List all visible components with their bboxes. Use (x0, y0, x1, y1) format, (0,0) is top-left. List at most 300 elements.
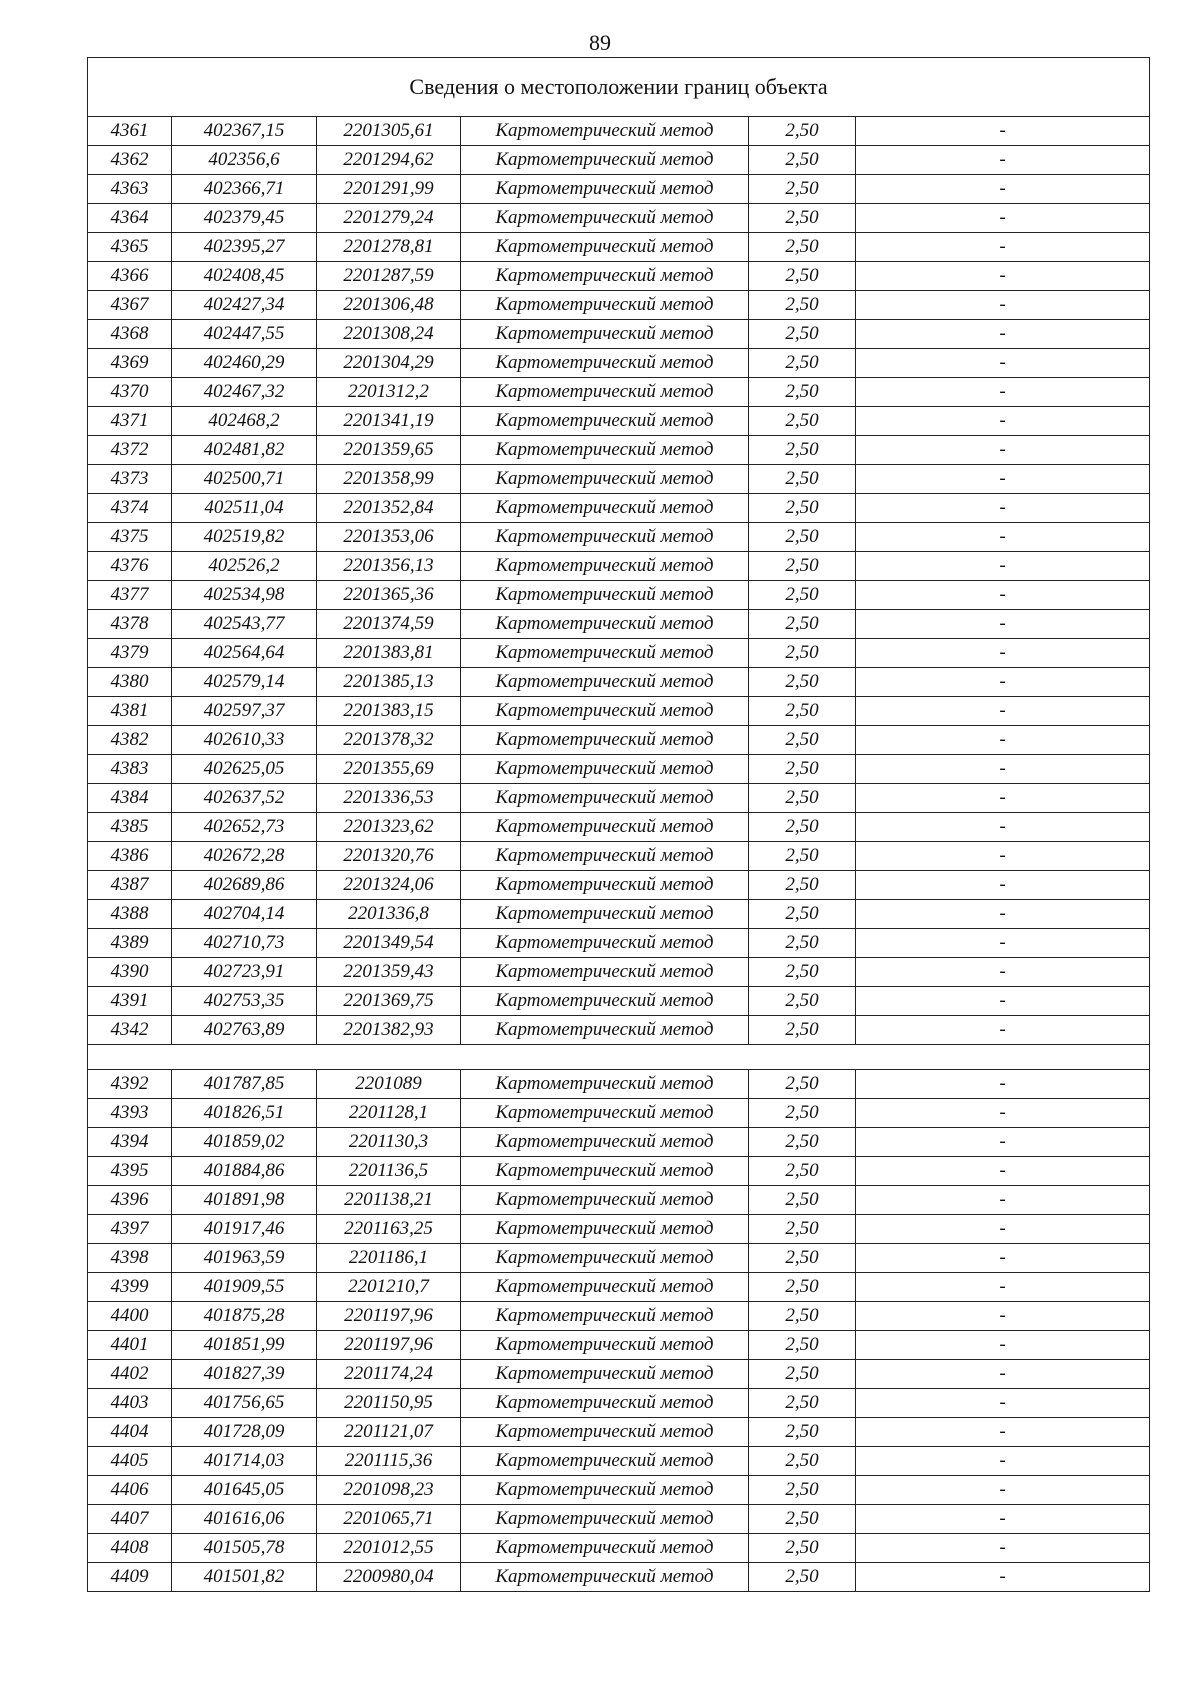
point-number-cell: 4406 (88, 1476, 172, 1505)
point-number-cell: 4377 (88, 581, 172, 610)
method-cell: Картометрический метод (461, 929, 749, 958)
table-row (88, 1360, 1150, 1389)
method-cell: Картометрический метод (461, 1186, 749, 1215)
table-row (88, 146, 1150, 175)
table-row (88, 552, 1150, 581)
description-cell: - (856, 784, 1150, 813)
point-number-cell: 4369 (88, 349, 172, 378)
table-row (88, 320, 1150, 349)
x-coordinate-cell: 402597,37 (172, 697, 317, 726)
method-cell: Картометрический метод (461, 1534, 749, 1563)
method-cell: Картометрический метод (461, 233, 749, 262)
description-cell: - (856, 610, 1150, 639)
description-cell: - (856, 1016, 1150, 1045)
description-cell: - (856, 755, 1150, 784)
accuracy-cell: 2,50 (749, 987, 856, 1016)
accuracy-cell: 2,50 (749, 204, 856, 233)
description-cell: - (856, 1070, 1150, 1099)
point-number-cell: 4407 (88, 1505, 172, 1534)
description-cell: - (856, 1128, 1150, 1157)
accuracy-cell: 2,50 (749, 262, 856, 291)
method-cell: Картометрический метод (461, 581, 749, 610)
x-coordinate-cell: 401826,51 (172, 1099, 317, 1128)
description-cell: - (856, 465, 1150, 494)
x-coordinate-cell: 402500,71 (172, 465, 317, 494)
method-cell: Картометрический метод (461, 291, 749, 320)
x-coordinate-cell: 402710,73 (172, 929, 317, 958)
point-number-cell: 4342 (88, 1016, 172, 1045)
x-coordinate-cell: 401505,78 (172, 1534, 317, 1563)
accuracy-cell: 2,50 (749, 1016, 856, 1045)
point-number-cell: 4371 (88, 407, 172, 436)
method-cell: Картометрический метод (461, 552, 749, 581)
y-coordinate-cell: 2201136,5 (317, 1157, 461, 1186)
description-cell: - (856, 1244, 1150, 1273)
description-cell: - (856, 900, 1150, 929)
point-number-cell: 4409 (88, 1563, 172, 1592)
table-row (88, 958, 1150, 987)
x-coordinate-cell: 402652,73 (172, 813, 317, 842)
table-row (88, 726, 1150, 755)
description-cell: - (856, 929, 1150, 958)
description-cell: - (856, 581, 1150, 610)
accuracy-cell: 2,50 (749, 146, 856, 175)
x-coordinate-cell: 402408,45 (172, 262, 317, 291)
y-coordinate-cell: 2201336,8 (317, 900, 461, 929)
method-cell: Картометрический метод (461, 755, 749, 784)
table-row (88, 1447, 1150, 1476)
description-cell: - (856, 146, 1150, 175)
accuracy-cell: 2,50 (749, 523, 856, 552)
table-row (88, 117, 1150, 146)
method-cell: Картометрический метод (461, 842, 749, 871)
y-coordinate-cell: 2201336,53 (317, 784, 461, 813)
point-number-cell: 4387 (88, 871, 172, 900)
contour-separator-cell (88, 1045, 1150, 1070)
x-coordinate-cell: 401884,86 (172, 1157, 317, 1186)
y-coordinate-cell: 2201294,62 (317, 146, 461, 175)
point-number-cell: 4399 (88, 1273, 172, 1302)
description-cell: - (856, 1563, 1150, 1592)
method-cell: Картометрический метод (461, 1070, 749, 1099)
method-cell: Картометрический метод (461, 871, 749, 900)
x-coordinate-cell: 402753,35 (172, 987, 317, 1016)
point-number-cell: 4365 (88, 233, 172, 262)
table-row (88, 1215, 1150, 1244)
method-cell: Картометрический метод (461, 1273, 749, 1302)
accuracy-cell: 2,50 (749, 1244, 856, 1273)
description-cell: - (856, 1505, 1150, 1534)
x-coordinate-cell: 402511,04 (172, 494, 317, 523)
accuracy-cell: 2,50 (749, 1389, 856, 1418)
x-coordinate-cell: 402379,45 (172, 204, 317, 233)
x-coordinate-cell: 402763,89 (172, 1016, 317, 1045)
point-number-cell: 4381 (88, 697, 172, 726)
y-coordinate-cell: 2201320,76 (317, 842, 461, 871)
y-coordinate-cell: 2201304,29 (317, 349, 461, 378)
x-coordinate-cell: 402481,82 (172, 436, 317, 465)
y-coordinate-cell: 2201312,2 (317, 378, 461, 407)
accuracy-cell: 2,50 (749, 755, 856, 784)
table-row (88, 784, 1150, 813)
accuracy-cell: 2,50 (749, 726, 856, 755)
method-cell: Картометрический метод (461, 1215, 749, 1244)
method-cell: Картометрический метод (461, 1563, 749, 1592)
y-coordinate-cell: 2201323,62 (317, 813, 461, 842)
accuracy-cell: 2,50 (749, 117, 856, 146)
x-coordinate-cell: 402672,28 (172, 842, 317, 871)
method-cell: Картометрический метод (461, 1128, 749, 1157)
table-row (88, 523, 1150, 552)
description-cell: - (856, 1273, 1150, 1302)
y-coordinate-cell: 2201353,06 (317, 523, 461, 552)
accuracy-cell: 2,50 (749, 1418, 856, 1447)
point-number-cell: 4370 (88, 378, 172, 407)
x-coordinate-cell: 402637,52 (172, 784, 317, 813)
y-coordinate-cell: 2201385,13 (317, 668, 461, 697)
accuracy-cell: 2,50 (749, 465, 856, 494)
method-cell: Картометрический метод (461, 1447, 749, 1476)
table-row (88, 1273, 1150, 1302)
description-cell: - (856, 871, 1150, 900)
point-number-cell: 4391 (88, 987, 172, 1016)
accuracy-cell: 2,50 (749, 291, 856, 320)
table-row (88, 1302, 1150, 1331)
description-cell: - (856, 378, 1150, 407)
table-row (88, 755, 1150, 784)
x-coordinate-cell: 402447,55 (172, 320, 317, 349)
accuracy-cell: 2,50 (749, 1447, 856, 1476)
table-row (88, 378, 1150, 407)
point-number-cell: 4389 (88, 929, 172, 958)
table-row (88, 204, 1150, 233)
table-row (88, 1563, 1150, 1592)
y-coordinate-cell: 2201369,75 (317, 987, 461, 1016)
x-coordinate-cell: 401501,82 (172, 1563, 317, 1592)
description-cell: - (856, 958, 1150, 987)
description-cell: - (856, 1331, 1150, 1360)
accuracy-cell: 2,50 (749, 1186, 856, 1215)
accuracy-cell: 2,50 (749, 407, 856, 436)
point-number-cell: 4388 (88, 900, 172, 929)
method-cell: Картометрический метод (461, 813, 749, 842)
x-coordinate-cell: 401827,39 (172, 1360, 317, 1389)
table-row (88, 175, 1150, 204)
method-cell: Картометрический метод (461, 523, 749, 552)
method-cell: Картометрический метод (461, 204, 749, 233)
point-number-cell: 4379 (88, 639, 172, 668)
description-cell: - (856, 117, 1150, 146)
table-row (88, 1157, 1150, 1186)
y-coordinate-cell: 2201383,15 (317, 697, 461, 726)
method-cell: Картометрический метод (461, 1244, 749, 1273)
table-row (88, 1418, 1150, 1447)
point-number-cell: 4398 (88, 1244, 172, 1273)
point-number-cell: 4408 (88, 1534, 172, 1563)
point-number-cell: 4361 (88, 117, 172, 146)
y-coordinate-cell: 2201197,96 (317, 1302, 461, 1331)
accuracy-cell: 2,50 (749, 320, 856, 349)
accuracy-cell: 2,50 (749, 581, 856, 610)
x-coordinate-cell: 402689,86 (172, 871, 317, 900)
table-row (88, 1534, 1150, 1563)
table-row (88, 900, 1150, 929)
y-coordinate-cell: 2201012,55 (317, 1534, 461, 1563)
accuracy-cell: 2,50 (749, 378, 856, 407)
x-coordinate-cell: 402427,34 (172, 291, 317, 320)
point-number-cell: 4362 (88, 146, 172, 175)
method-cell: Картометрический метод (461, 1302, 749, 1331)
point-number-cell: 4403 (88, 1389, 172, 1418)
method-cell: Картометрический метод (461, 262, 749, 291)
point-number-cell: 4384 (88, 784, 172, 813)
point-number-cell: 4372 (88, 436, 172, 465)
point-number-cell: 4383 (88, 755, 172, 784)
y-coordinate-cell: 2201341,19 (317, 407, 461, 436)
y-coordinate-cell: 2201352,84 (317, 494, 461, 523)
accuracy-cell: 2,50 (749, 1563, 856, 1592)
method-cell: Картометрический метод (461, 1476, 749, 1505)
method-cell: Картометрический метод (461, 494, 749, 523)
method-cell: Картометрический метод (461, 1360, 749, 1389)
x-coordinate-cell: 402625,05 (172, 755, 317, 784)
point-number-cell: 4395 (88, 1157, 172, 1186)
description-cell: - (856, 1534, 1150, 1563)
x-coordinate-cell: 402526,2 (172, 552, 317, 581)
point-number-cell: 4374 (88, 494, 172, 523)
x-coordinate-cell: 401909,55 (172, 1273, 317, 1302)
page-number: 89 (589, 30, 611, 55)
point-number-cell: 4376 (88, 552, 172, 581)
accuracy-cell: 2,50 (749, 1128, 856, 1157)
point-number-cell: 4375 (88, 523, 172, 552)
y-coordinate-cell: 2201355,69 (317, 755, 461, 784)
accuracy-cell: 2,50 (749, 639, 856, 668)
table-row (88, 1244, 1150, 1273)
y-coordinate-cell: 2201291,99 (317, 175, 461, 204)
accuracy-cell: 2,50 (749, 1331, 856, 1360)
accuracy-cell: 2,50 (749, 697, 856, 726)
table-row (88, 262, 1150, 291)
accuracy-cell: 2,50 (749, 958, 856, 987)
table-row (88, 1128, 1150, 1157)
point-number-cell: 4401 (88, 1331, 172, 1360)
accuracy-cell: 2,50 (749, 1070, 856, 1099)
description-cell: - (856, 726, 1150, 755)
description-cell: - (856, 436, 1150, 465)
x-coordinate-cell: 401875,28 (172, 1302, 317, 1331)
accuracy-cell: 2,50 (749, 871, 856, 900)
y-coordinate-cell: 2201130,3 (317, 1128, 461, 1157)
y-coordinate-cell: 2201278,81 (317, 233, 461, 262)
description-cell: - (856, 1360, 1150, 1389)
accuracy-cell: 2,50 (749, 1157, 856, 1186)
point-number-cell: 4390 (88, 958, 172, 987)
description-cell: - (856, 1157, 1150, 1186)
y-coordinate-cell: 2201306,48 (317, 291, 461, 320)
point-number-cell: 4368 (88, 320, 172, 349)
y-coordinate-cell: 2201356,13 (317, 552, 461, 581)
method-cell: Картометрический метод (461, 378, 749, 407)
x-coordinate-cell: 402366,71 (172, 175, 317, 204)
y-coordinate-cell: 2201374,59 (317, 610, 461, 639)
description-cell: - (856, 320, 1150, 349)
y-coordinate-cell: 2201128,1 (317, 1099, 461, 1128)
point-number-cell: 4364 (88, 204, 172, 233)
x-coordinate-cell: 402723,91 (172, 958, 317, 987)
y-coordinate-cell: 2201115,36 (317, 1447, 461, 1476)
table-row (88, 349, 1150, 378)
description-cell: - (856, 523, 1150, 552)
accuracy-cell: 2,50 (749, 1534, 856, 1563)
description-cell: - (856, 494, 1150, 523)
table-row (88, 929, 1150, 958)
point-number-cell: 4380 (88, 668, 172, 697)
description-cell: - (856, 697, 1150, 726)
y-coordinate-cell: 2201089 (317, 1070, 461, 1099)
method-cell: Картометрический метод (461, 320, 749, 349)
boundary-table-wrapper (87, 57, 1149, 1592)
accuracy-cell: 2,50 (749, 1273, 856, 1302)
description-cell: - (856, 1186, 1150, 1215)
table-row (88, 1505, 1150, 1534)
accuracy-cell: 2,50 (749, 842, 856, 871)
description-cell: - (856, 175, 1150, 204)
table-row (88, 291, 1150, 320)
y-coordinate-cell: 2201279,24 (317, 204, 461, 233)
x-coordinate-cell: 401787,85 (172, 1070, 317, 1099)
description-cell: - (856, 639, 1150, 668)
description-cell: - (856, 668, 1150, 697)
description-cell: - (856, 813, 1150, 842)
description-cell: - (856, 204, 1150, 233)
y-coordinate-cell: 2201287,59 (317, 262, 461, 291)
table-row (88, 813, 1150, 842)
y-coordinate-cell: 2201210,7 (317, 1273, 461, 1302)
description-cell: - (856, 552, 1150, 581)
x-coordinate-cell: 401963,59 (172, 1244, 317, 1273)
accuracy-cell: 2,50 (749, 1215, 856, 1244)
method-cell: Картометрический метод (461, 1157, 749, 1186)
description-cell: - (856, 1302, 1150, 1331)
table-row (88, 233, 1150, 262)
y-coordinate-cell: 2201150,95 (317, 1389, 461, 1418)
method-cell: Картометрический метод (461, 1418, 749, 1447)
table-row (88, 1016, 1150, 1045)
y-coordinate-cell: 2201197,96 (317, 1331, 461, 1360)
y-coordinate-cell: 2201098,23 (317, 1476, 461, 1505)
point-number-cell: 4382 (88, 726, 172, 755)
accuracy-cell: 2,50 (749, 900, 856, 929)
point-number-cell: 4367 (88, 291, 172, 320)
table-row (88, 1331, 1150, 1360)
description-cell: - (856, 233, 1150, 262)
y-coordinate-cell: 2201365,36 (317, 581, 461, 610)
method-cell: Картометрический метод (461, 175, 749, 204)
method-cell: Картометрический метод (461, 958, 749, 987)
x-coordinate-cell: 402467,32 (172, 378, 317, 407)
description-cell: - (856, 1447, 1150, 1476)
accuracy-cell: 2,50 (749, 436, 856, 465)
boundary-coordinates-table (87, 57, 1150, 1592)
description-cell: - (856, 987, 1150, 1016)
table-row (88, 581, 1150, 610)
accuracy-cell: 2,50 (749, 813, 856, 842)
x-coordinate-cell: 401728,09 (172, 1418, 317, 1447)
accuracy-cell: 2,50 (749, 1505, 856, 1534)
x-coordinate-cell: 402564,64 (172, 639, 317, 668)
method-cell: Картометрический метод (461, 726, 749, 755)
x-coordinate-cell: 402395,27 (172, 233, 317, 262)
method-cell: Картометрический метод (461, 146, 749, 175)
accuracy-cell: 2,50 (749, 1476, 856, 1505)
y-coordinate-cell: 2201174,24 (317, 1360, 461, 1389)
contour-separator-row (88, 1045, 1150, 1070)
x-coordinate-cell: 402519,82 (172, 523, 317, 552)
description-cell: - (856, 1215, 1150, 1244)
method-cell: Картометрический метод (461, 784, 749, 813)
y-coordinate-cell: 2201121,07 (317, 1418, 461, 1447)
description-cell: - (856, 1418, 1150, 1447)
y-coordinate-cell: 2201308,24 (317, 320, 461, 349)
method-cell: Картометрический метод (461, 1389, 749, 1418)
y-coordinate-cell: 2201065,71 (317, 1505, 461, 1534)
table-row (88, 987, 1150, 1016)
method-cell: Картометрический метод (461, 668, 749, 697)
description-cell: - (856, 1099, 1150, 1128)
table-row (88, 1389, 1150, 1418)
x-coordinate-cell: 402356,6 (172, 146, 317, 175)
x-coordinate-cell: 401891,98 (172, 1186, 317, 1215)
x-coordinate-cell: 402543,77 (172, 610, 317, 639)
point-number-cell: 4400 (88, 1302, 172, 1331)
accuracy-cell: 2,50 (749, 1099, 856, 1128)
accuracy-cell: 2,50 (749, 175, 856, 204)
point-number-cell: 4386 (88, 842, 172, 871)
method-cell: Картометрический метод (461, 987, 749, 1016)
y-coordinate-cell: 2201138,21 (317, 1186, 461, 1215)
table-row (88, 1476, 1150, 1505)
x-coordinate-cell: 402704,14 (172, 900, 317, 929)
x-coordinate-cell: 401616,06 (172, 1505, 317, 1534)
point-number-cell: 4404 (88, 1418, 172, 1447)
x-coordinate-cell: 401645,05 (172, 1476, 317, 1505)
table-row (88, 668, 1150, 697)
y-coordinate-cell: 2200980,04 (317, 1563, 461, 1592)
table-row (88, 697, 1150, 726)
x-coordinate-cell: 401859,02 (172, 1128, 317, 1157)
method-cell: Картометрический метод (461, 639, 749, 668)
description-cell: - (856, 349, 1150, 378)
point-number-cell: 4402 (88, 1360, 172, 1389)
y-coordinate-cell: 2201163,25 (317, 1215, 461, 1244)
table-row (88, 407, 1150, 436)
point-number-cell: 4396 (88, 1186, 172, 1215)
method-cell: Картометрический метод (461, 1505, 749, 1534)
y-coordinate-cell: 2201186,1 (317, 1244, 461, 1273)
table-title-row (88, 58, 1150, 117)
accuracy-cell: 2,50 (749, 610, 856, 639)
table-row (88, 610, 1150, 639)
table-row (88, 1186, 1150, 1215)
description-cell: - (856, 407, 1150, 436)
y-coordinate-cell: 2201378,32 (317, 726, 461, 755)
table-row (88, 494, 1150, 523)
x-coordinate-cell: 402367,15 (172, 117, 317, 146)
description-cell: - (856, 1389, 1150, 1418)
accuracy-cell: 2,50 (749, 233, 856, 262)
point-number-cell: 4378 (88, 610, 172, 639)
